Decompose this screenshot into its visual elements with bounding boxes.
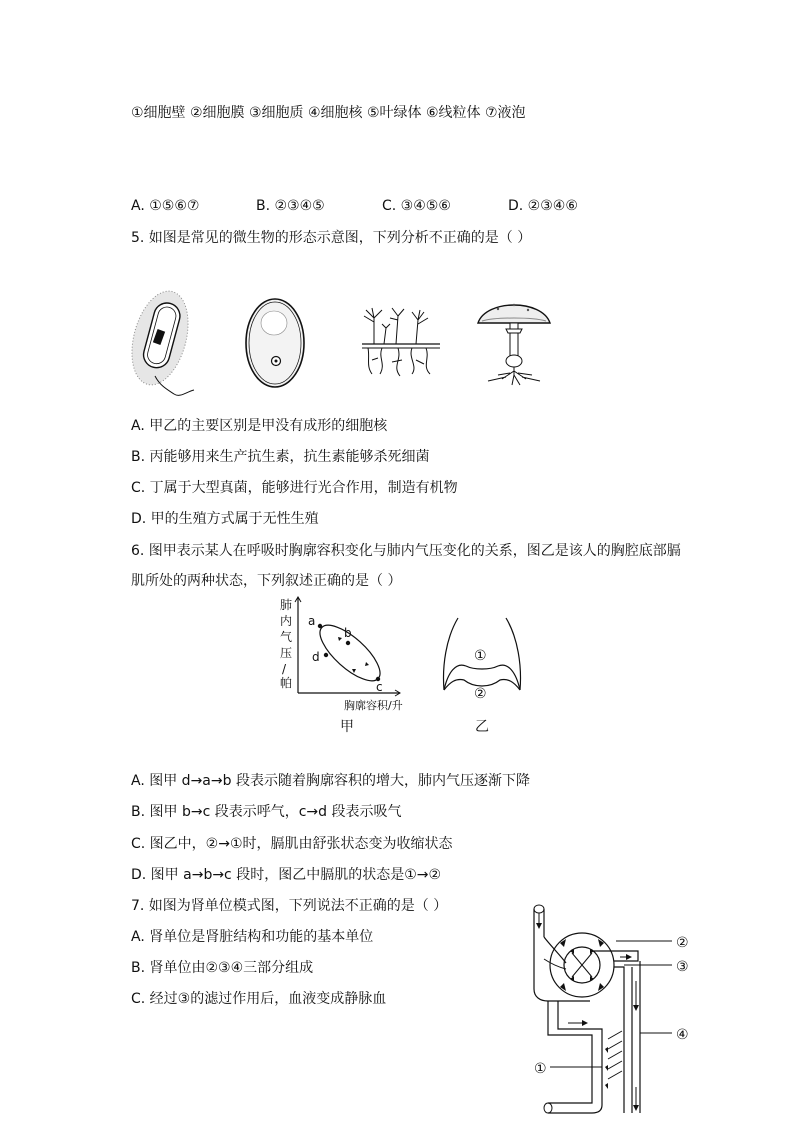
nephron-label-1: ① <box>534 1061 547 1077</box>
nephron-label-3: ③ <box>676 959 689 975</box>
q6-option-b[interactable]: B. 图甲 b→c 段表示呼气，c→d 段表示吸气 <box>131 804 402 820</box>
q7-option-a[interactable]: A. 肾单位是肾脏结构和功能的基本单位 <box>131 929 374 945</box>
q7-stem: 7. 如图为肾单位模式图，下列说法不正确的是（ ） <box>131 898 448 914</box>
point-a <box>318 624 322 628</box>
yeast-cell-figure <box>244 297 306 389</box>
q5-option-d[interactable]: D. 甲的生殖方式属于无性生殖 <box>131 511 319 527</box>
mold-figure <box>362 308 440 380</box>
y-axis-char-4: 压 <box>280 646 293 660</box>
y-axis-char-3: 气 <box>280 630 293 644</box>
diaphragm-label-2: ② <box>474 686 487 702</box>
pressure-volume-graph <box>276 597 416 715</box>
diaphragm-caption: 乙 <box>475 719 489 735</box>
nephron-diagram <box>520 897 700 1119</box>
label-a: a <box>308 614 316 628</box>
q4-option-b[interactable]: B. ②③④⑤ <box>256 198 325 214</box>
q6-option-a[interactable]: A. 图甲 d→a→b 段表示随着胸廓容积的增大，肺内气压逐渐下降 <box>131 773 530 789</box>
q6-stem-line1: 6. 图甲表示某人在呼吸时胸廓容积变化与肺内气压变化的关系，图乙是该人的胸腔底部膈 <box>131 543 681 559</box>
nephron-label-4: ④ <box>676 1027 689 1043</box>
bacterium-figure <box>128 290 203 400</box>
q6-option-c[interactable]: C. 图乙中，②→①时，膈肌由舒张状态变为收缩状态 <box>131 836 453 852</box>
q7-option-c[interactable]: C. 经过③的滤过作用后，血液变成静脉血 <box>131 991 387 1007</box>
organelle-list: ①细胞壁 ②细胞膜 ③细胞质 ④细胞核 ⑤叶绿体 ⑥线粒体 ⑦液泡 <box>131 105 526 121</box>
q4-option-c[interactable]: C. ③④⑤⑥ <box>382 198 451 214</box>
graph-caption: 甲 <box>340 719 354 735</box>
y-axis-char-1: 肺 <box>280 598 293 612</box>
q4-option-a[interactable]: A. ①⑤⑥⑦ <box>131 198 200 214</box>
x-axis-label: 胸廓容积/升 <box>344 699 403 712</box>
q4-option-d[interactable]: D. ②③④⑥ <box>508 198 578 214</box>
q6-option-d[interactable]: D. 图甲 a→b→c 段时，图乙中膈肌的状态是①→② <box>131 867 442 883</box>
q5-option-c[interactable]: C. 丁属于大型真菌，能够进行光合作用，制造有机物 <box>131 480 458 496</box>
label-c: c <box>376 680 383 694</box>
y-axis-char-5: / <box>282 662 287 676</box>
q6-stem-line2: 肌所处的两种状态，下列叙述正确的是（ ） <box>131 573 402 589</box>
diaphragm-diagram <box>440 616 524 712</box>
q5-option-b[interactable]: B. 丙能够用来生产抗生素，抗生素能够杀死细菌 <box>131 449 430 465</box>
label-d: d <box>312 650 320 664</box>
q7-option-b[interactable]: B. 肾单位由②③④三部分组成 <box>131 960 314 976</box>
mushroom-figure <box>476 297 552 385</box>
q5-option-a[interactable]: A. 甲乙的主要区别是甲没有成形的细胞核 <box>131 418 388 434</box>
label-b: b <box>344 626 352 640</box>
nephron-label-2: ② <box>676 935 689 951</box>
y-axis-char-2: 内 <box>280 614 293 628</box>
diaphragm-label-1: ① <box>474 648 487 664</box>
y-axis-char-6: 帕 <box>280 676 293 690</box>
point-b <box>346 641 350 645</box>
q5-stem: 5. 如图是常见的微生物的形态示意图，下列分析不正确的是（ ） <box>131 230 532 246</box>
point-d <box>324 653 328 657</box>
